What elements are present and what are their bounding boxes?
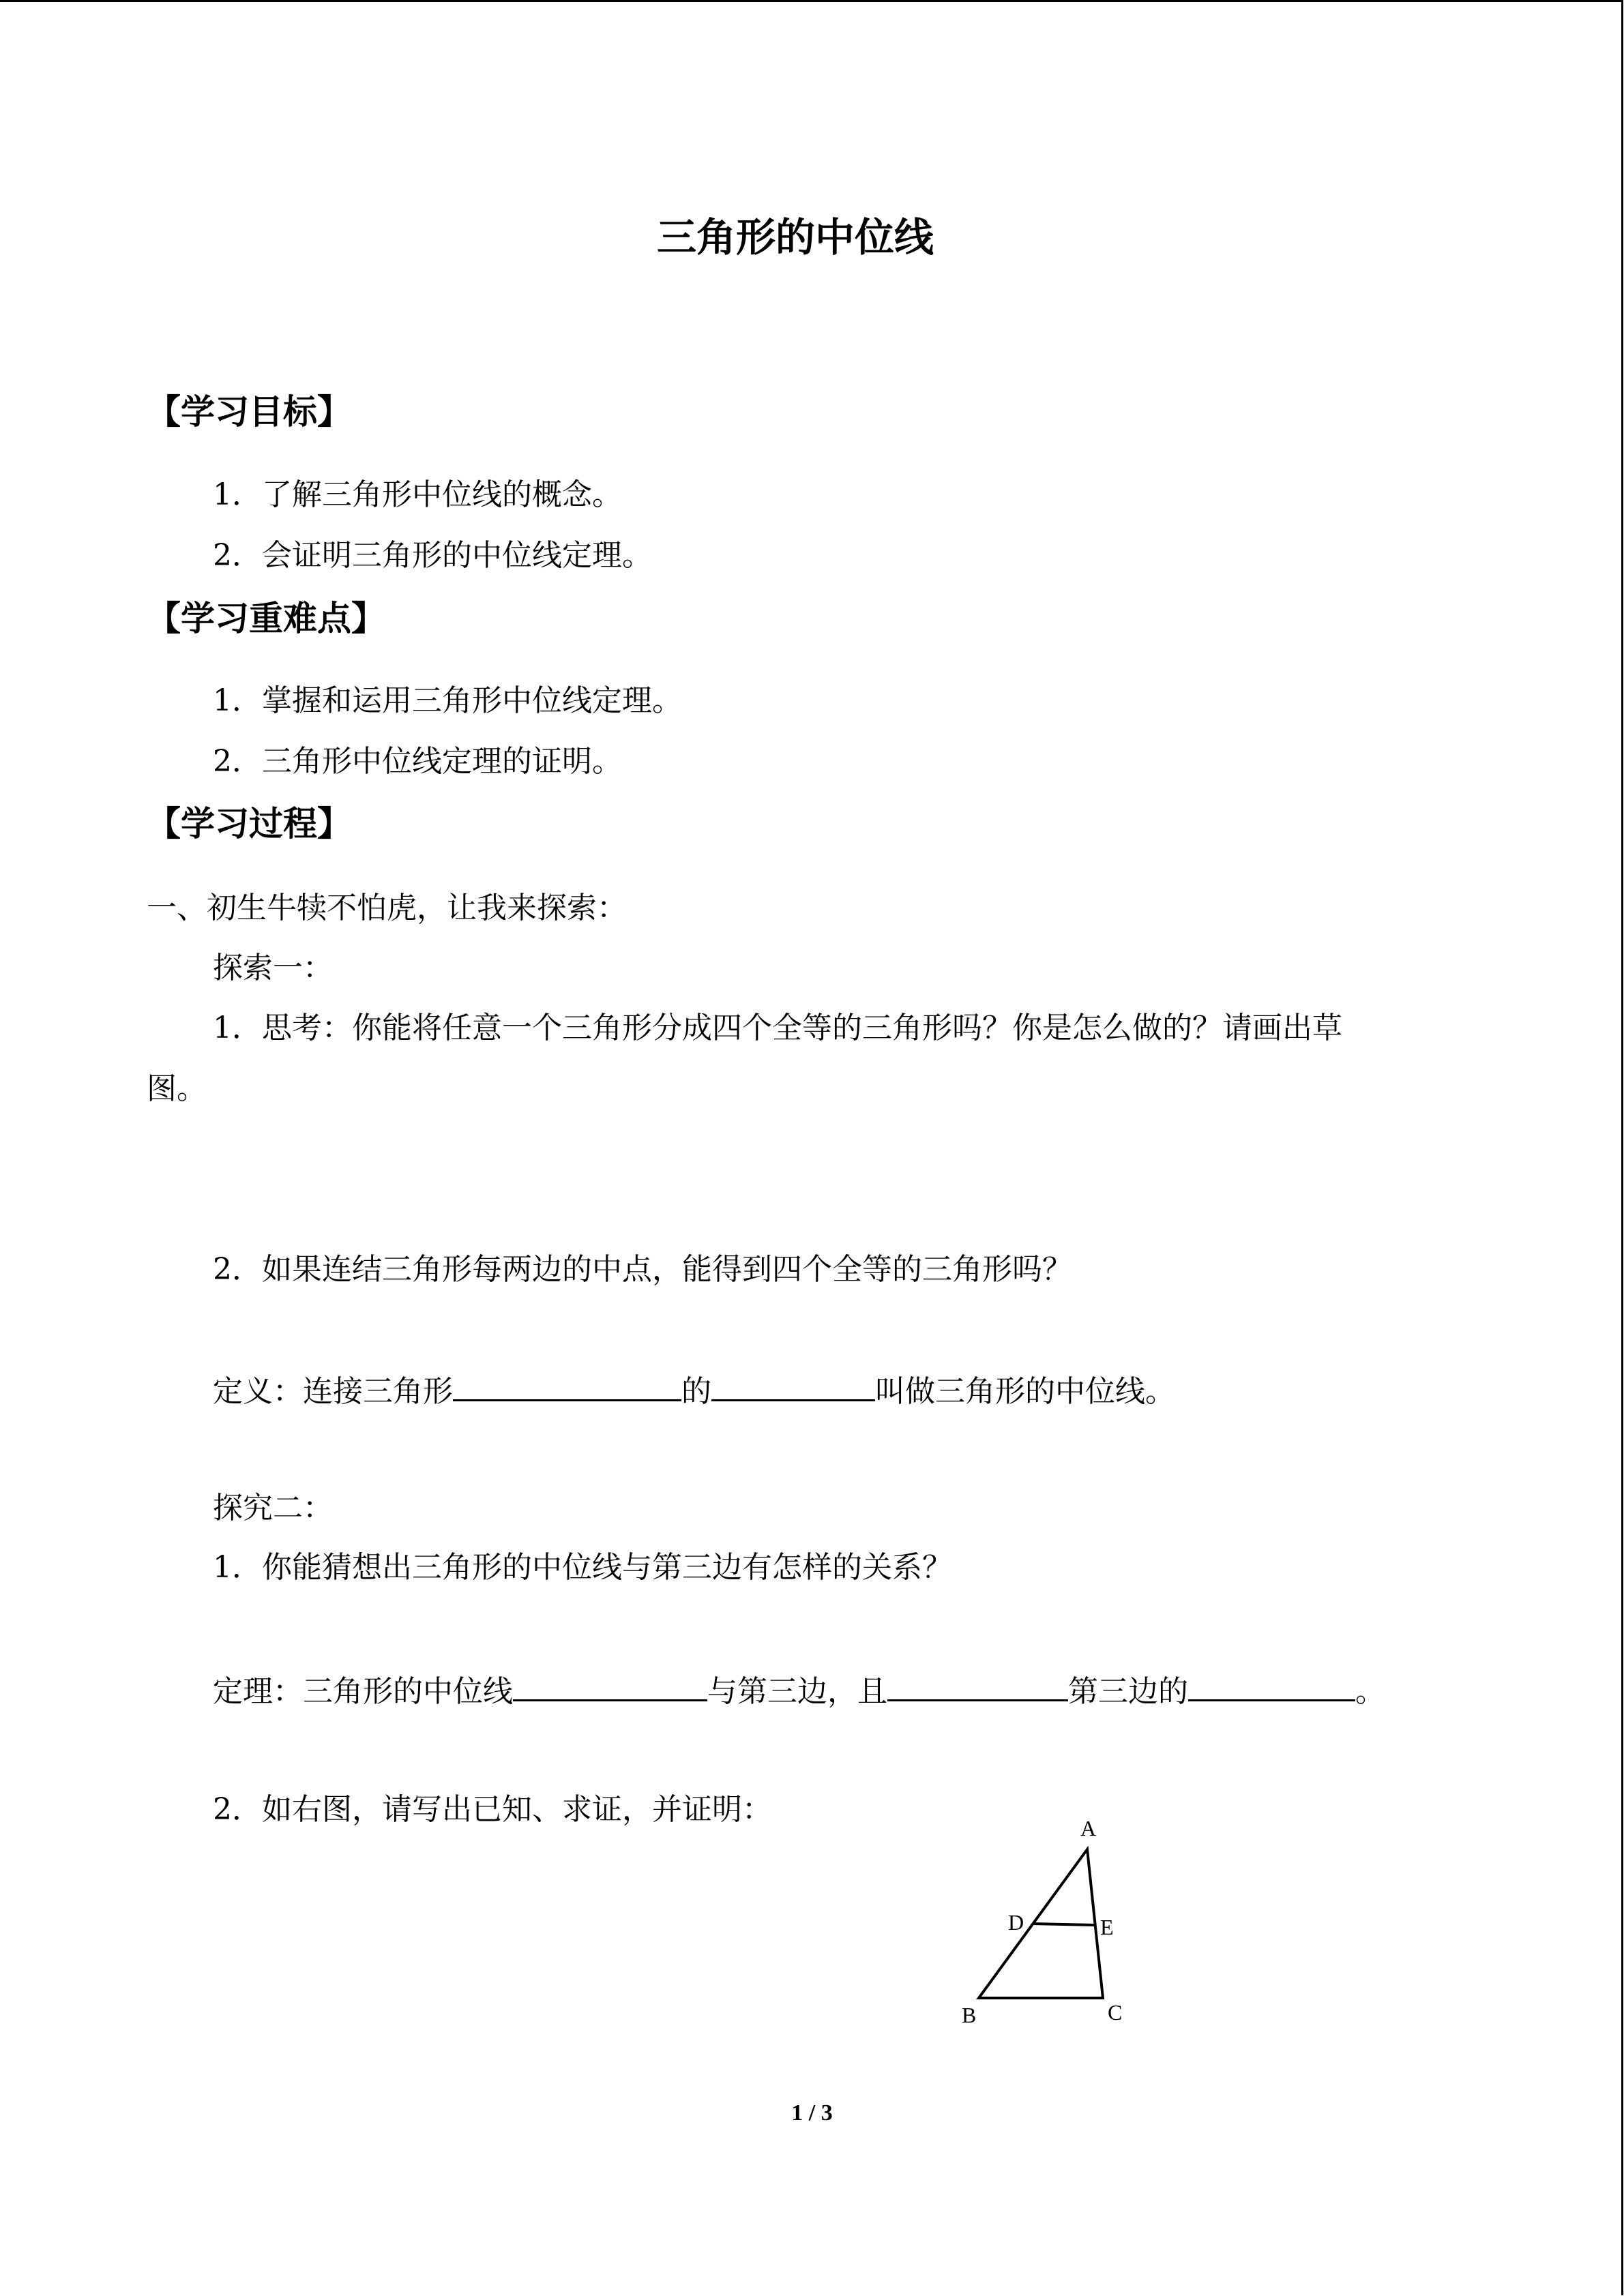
label-c: C: [1108, 2000, 1123, 2025]
theorem-text-d: 。: [1355, 1674, 1385, 1709]
page-title: 三角形的中位线: [657, 214, 934, 260]
definition-text-a: 定义：连接三角形: [213, 1374, 453, 1409]
goals-item-1: 1．了解三角形中位线的概念。: [213, 477, 622, 512]
midline-de: [1033, 1924, 1095, 1925]
explore1-question-1-line2: 图。: [147, 1071, 207, 1106]
explore2-question-1: 1．你能猜想出三角形的中位线与第三边有怎样的关系？: [213, 1550, 952, 1585]
explore2-label: 探究二：: [213, 1491, 333, 1525]
theorem-blank-2[interactable]: [887, 1669, 1068, 1701]
keypoints-heading: 【学习重难点】: [147, 598, 385, 638]
theorem-text-c: 第三边的: [1068, 1674, 1188, 1709]
page-number: 1 / 3: [791, 2100, 833, 2126]
label-b: B: [962, 2003, 977, 2027]
label-e: E: [1100, 1915, 1114, 1939]
theorem-blank-1[interactable]: [513, 1669, 707, 1701]
goals-item-2: 2．会证明三角形的中位线定理。: [213, 538, 652, 573]
definition-line: [213, 1369, 1175, 1412]
theorem-line: [213, 1669, 1385, 1712]
keypoints-item-1: 1．掌握和运用三角形中位线定理。: [213, 683, 682, 718]
part1-heading: 一、初生牛犊不怕虎，让我来探索：: [147, 891, 627, 925]
label-a: A: [1080, 1816, 1097, 1840]
process-heading: 【学习过程】: [147, 803, 351, 844]
theorem-text-b: 与第三边，且: [707, 1674, 887, 1709]
explore1-question-2: 2．如果连结三角形每两边的中点，能得到四个全等的三角形吗？: [213, 1252, 1072, 1287]
explore1-question-1-line1: 1．思考：你能将任意一个三角形分成四个全等的三角形吗？你是怎么做的？请画出草: [213, 1011, 1342, 1045]
definition-text-c: 叫做三角形的中位线。: [875, 1374, 1175, 1409]
theorem-text-a: 定理：三角形的中位线: [213, 1674, 513, 1709]
definition-blank-1[interactable]: [453, 1369, 681, 1401]
explore1-label: 探索一：: [213, 951, 333, 985]
definition-blank-2[interactable]: [711, 1369, 875, 1401]
definition-text-b: 的: [681, 1374, 711, 1409]
keypoints-item-2: 2．三角形中位线定理的证明。: [213, 744, 622, 779]
triangle-figure: [941, 1807, 1146, 2032]
goals-heading: 【学习目标】: [147, 391, 351, 432]
theorem-blank-3[interactable]: [1188, 1669, 1355, 1701]
explore2-question-2: 2．如右图，请写出已知、求证，并证明：: [213, 1792, 772, 1827]
label-d: D: [1008, 1910, 1024, 1935]
